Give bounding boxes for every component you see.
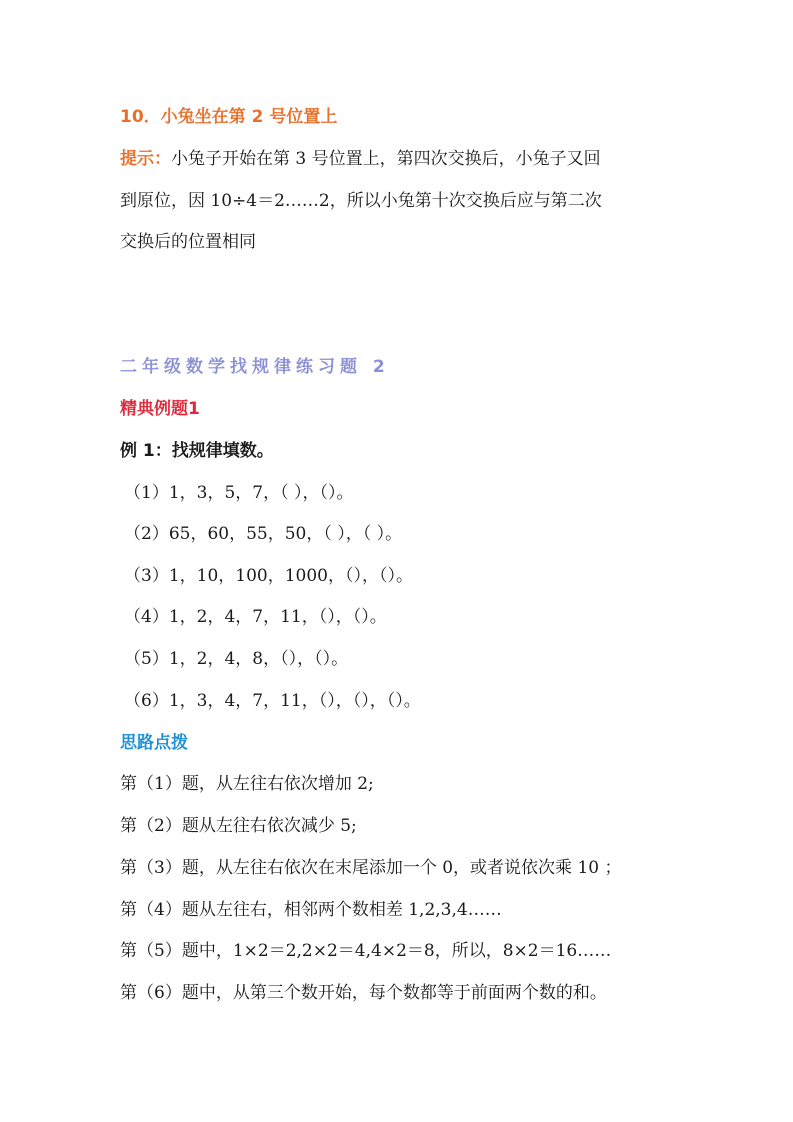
section-title: 二年级数学找规律练习题 2 [120, 357, 390, 377]
solution-line-5: 第（5）题中，1×2＝2,2×2＝4,4×2＝8，所以，8×2＝16…… [120, 941, 612, 961]
hint-line-3: 交换后的位置相同 [120, 232, 256, 252]
solution-line-6: 第（6）题中，从第三个数开始，每个数都等于前面两个数的和。 [120, 983, 607, 1003]
solution-line-1: 第（1）题，从左往右依次增加 2; [120, 774, 374, 794]
exercise-item-1: （1）1，3，5，7，（ ），（）。 [124, 483, 354, 503]
solution-line-4: 第（4）题从左往右，相邻两个数相差 1,2,3,4…… [120, 900, 502, 920]
exercise-item-2: （2）65，60，55，50，（ ），（ ）。 [124, 524, 403, 544]
solution-line-3: 第（3）题，从左往右依次在末尾添加一个 0，或者说依次乘 10 ； [120, 858, 622, 878]
exercise-item-3: （3）1，10，100，1000，（），（）。 [124, 566, 413, 586]
exercise-item-4: （4）1，2，4，7，11，（），（）。 [124, 607, 387, 627]
hint-label: 提示： [120, 149, 171, 169]
exercise-item-5: （5）1，2，4，8，（），（）。 [124, 649, 349, 669]
example-prompt: 例 1：找规律填数。 [120, 441, 274, 461]
exercise-item-6: （6）1，3，4，7，11，（），（），（）。 [124, 691, 421, 711]
hint-text-1: 小兔子开始在第 3 号位置上，第四次交换后，小兔子又回 [171, 149, 601, 169]
solution-line-2: 第（2）题从左往右依次减少 5; [120, 816, 357, 836]
solution-heading: 思路点拨 [120, 733, 188, 753]
answer-10-heading: 10．小兔坐在第 2 号位置上 [120, 107, 338, 127]
example-heading: 精典例题1 [120, 399, 200, 419]
hint-line-1 [120, 147, 753, 171]
hint-line-2: 到原位，因 10÷4＝2……2，所以小兔第十次交换后应与第二次 [120, 191, 602, 211]
